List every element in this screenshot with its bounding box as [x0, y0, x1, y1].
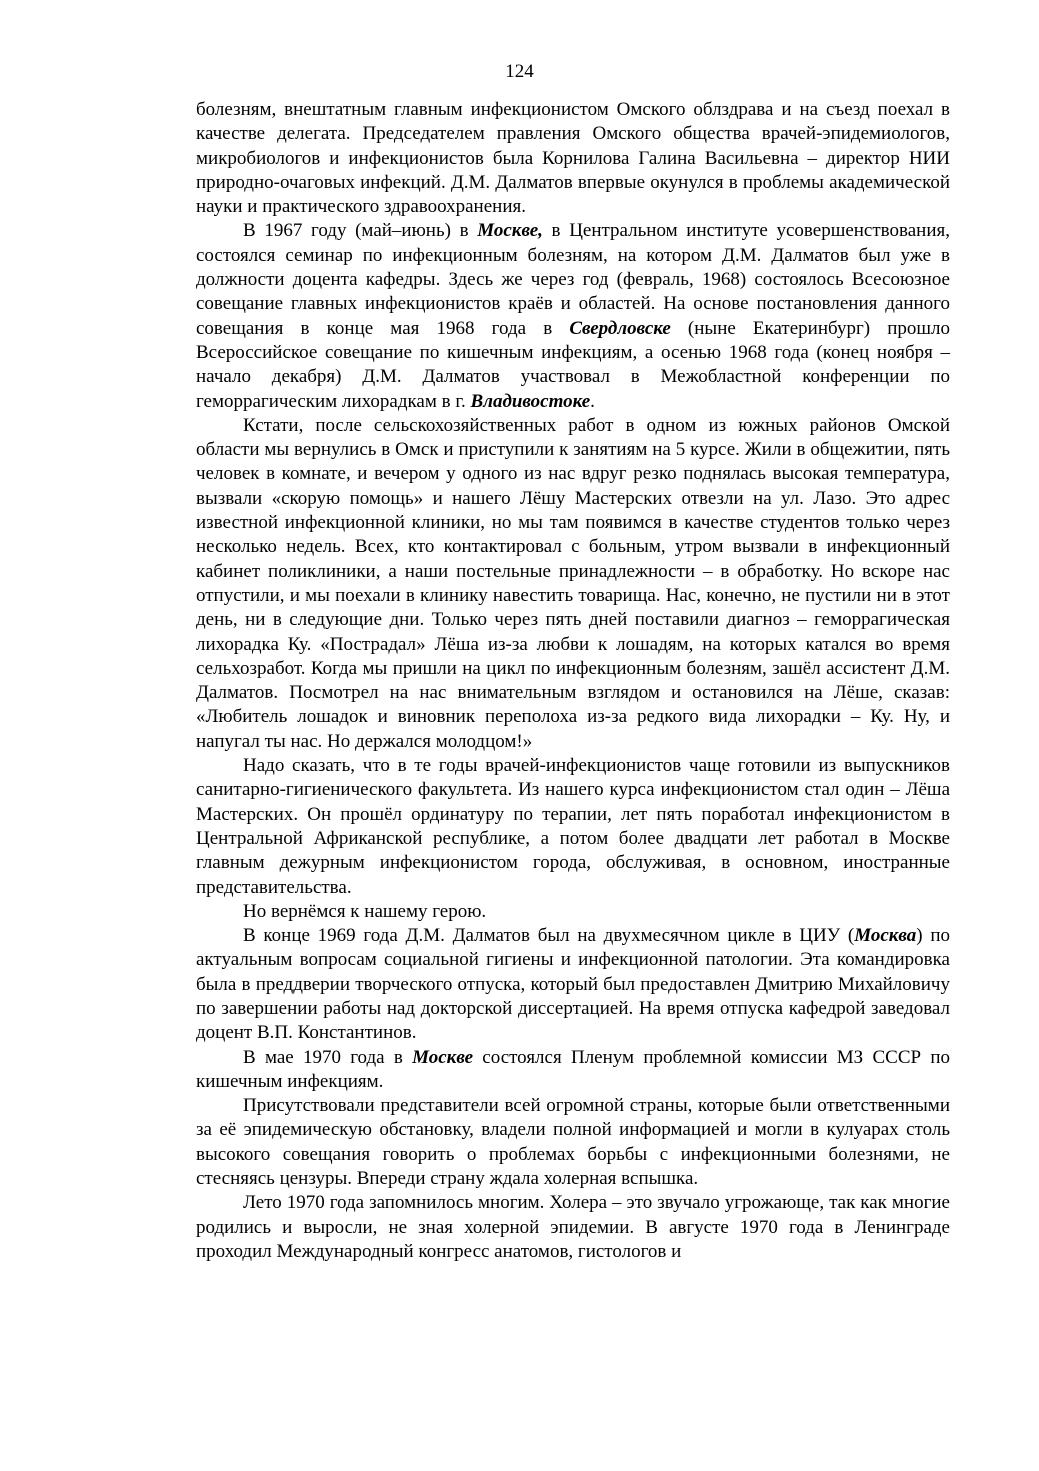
paragraph-text: В мае 1970 года в — [243, 1046, 413, 1068]
paragraph — [196, 900, 950, 924]
emphasized-place-name: Москва — [854, 925, 917, 947]
paragraph — [196, 924, 950, 1045]
document-body — [196, 98, 950, 1264]
emphasized-place-name: Москве — [412, 1046, 474, 1068]
paragraph — [196, 219, 950, 413]
emphasized-place-name: Москве, — [477, 220, 543, 242]
paragraph-text: Кстати, после сельскохозяйственных работ в одном из южных районов Омской области мы вернулись в Омск и приступили к занятиям на 5 курсе. Жили в общежитии, пять человек в комнате, и вечером у одного из нас вдруг резко поднялась высокая температура, вызвали «скорую помощь» и нашего Лёшу Мастерских отвезли на ул. Лазо. Это адрес известной инфекционной клиники, но мы там появимся в качестве студентов только через несколько недель. Всех, кто контактировал с больным, утром вызвали в инфекционный кабинет поликлиники, а наши постельные принадлежности – в обработку. Но вскоре нас отпустили, и мы поехали в клинику навестить товарища. Нас, конечно, не пустили ни в этот день, ни в следующие дни. Только через пять дней поставили диагноз – геморрагическая лихорадка Ку. «Пострадал» Лёша из-за любви к лошадям, на которых катался во время сельхозработ. Когда мы пришли на цикл по инфекционным болезням, зашёл ассистент Д.М. Далматов. Посмотрел на нас внимательным взглядом и остановился на Лёше, сказав: «Любитель лошадок и виновник переполоха из-за редкого вида лихорадки – Ку. Ну, и напугал ты нас. Но держался молодцом!» — [196, 414, 950, 752]
paragraph-text: Надо сказать, что в те годы врачей-инфекционистов чаще готовили из выпускников санитарно-гигиенического факультета. Из нашего курса инфекционистом стал один – Лёша Мастерских. Он прошёл ординатуру по терапии, лет пять поработал инфекционистом в Центральной Африканской республике, а потом более двадцати лет работал в Москве главным дежурным инфекционистом города, обслуживая, в основном, иностранные представительства. — [196, 755, 950, 898]
paragraph-text: . — [590, 390, 595, 412]
paragraph-text: состоялся Пленум проблемной комиссии МЗ СССР по кишечным инфекциям. — [196, 1046, 950, 1092]
paragraph — [196, 98, 950, 219]
paragraph — [196, 1191, 950, 1264]
paragraph-text: болезням, внештатным главным инфекционистом Омского облздрава и на съезд поехал в качестве делегата. Председателем правления Омского общества врачей-эпидемиологов, микробиологов и инфекционистов была Корнилова Галина Васильевна – директор НИИ природно-очаговых инфекций. Д.М. Далматов впервые окунулся в проблемы академической науки и практического здравоохранения. — [196, 99, 950, 218]
page-number: 124 — [505, 61, 534, 82]
paragraph-text: В 1967 году (май–июнь) в — [243, 220, 478, 242]
emphasized-place-name: Свердловске — [569, 317, 671, 339]
paragraph-text: (ныне Екатеринбург) прошло Всероссийское совещание по кишечным инфекциям, а осенью 1968 года (конец ноября – начало декабря) Д.М. Далматов участвовал в Межобластной конференции по геморрагическим лихорадкам в г. — [196, 317, 950, 412]
paragraph-text: ) по актуальным вопросам социальной гигиены и инфекционной патологии. Эта командировка была в преддверии творческого отпуска, который был предоставлен Дмитрию Михайловичу по завершении работы над докторской диссертацией. На время отпуска кафедрой заведовал доцент В.П. Константинов. — [196, 925, 950, 1044]
paragraph — [196, 754, 950, 900]
paragraph-text: Лето 1970 года запомнилось многим. Холера – это звучало угрожающе, так как многие родились и выросли, не зная холерной эпидемии. В августе 1970 года в Ленинграде проходил Международный конгресс анатомов, гистологов и — [196, 1192, 950, 1262]
emphasized-place-name: Владивостоке — [470, 390, 591, 412]
paragraph — [196, 1046, 950, 1095]
paragraph — [196, 1094, 950, 1191]
paragraph-text: В конце 1969 года Д.М. Далматов был на двухмесячном цикле в ЦИУ ( — [243, 925, 855, 947]
paragraph-text: Присутствовали представители всей огромной страны, которые были ответственными за её эпидемическую обстановку, владели полной информацией и могли в кулуарах столь высокого совещания говорить о проблемах борьбы с инфекционными болезнями, не стесняясь цензуры. Впереди страну ждала холерная вспышка. — [196, 1095, 950, 1190]
paragraph-text: Но вернёмся к нашему герою. — [243, 900, 487, 922]
paragraph-text: в Центральном институте усовершенствования, состоялся семинар по инфекционным болезням, на котором Д.М. Далматов был уже в должности доцента кафедры. Здесь же через год (февраль, 1968) состоялось Всесоюзное совещание главных инфекционистов краёв и областей. На основе постановления данного совещания в конце мая 1968 года в — [196, 220, 950, 339]
paragraph — [196, 414, 950, 754]
